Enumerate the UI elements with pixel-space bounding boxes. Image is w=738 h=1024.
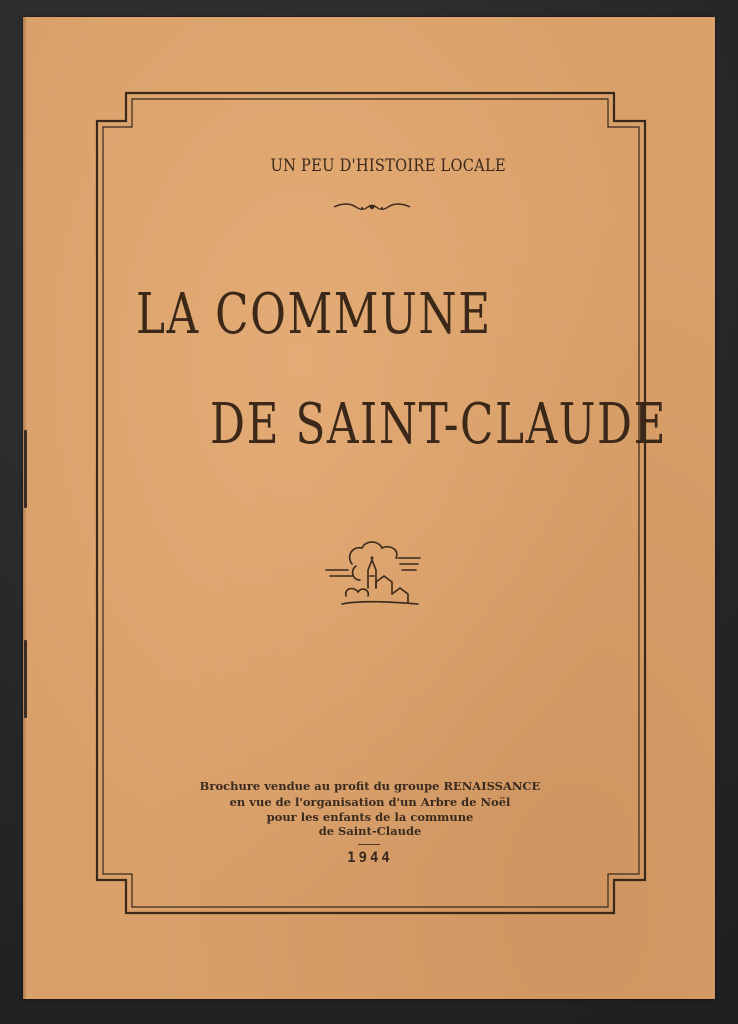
flourish-ornament-icon xyxy=(332,200,412,214)
cover-subtitle: UN PEU D'HISTOIRE LOCALE xyxy=(270,156,506,176)
church-landscape-vignette-icon xyxy=(322,536,424,610)
footer-line-2: en vue de l'organisation d'un Arbre de Noël xyxy=(229,795,511,809)
footer-line-4: de Saint-Claude xyxy=(318,824,422,838)
cover-title-line-2: DE SAINT-CLAUDE xyxy=(210,392,668,457)
cover-title-line-1: LA COMMUNE xyxy=(136,282,492,347)
publication-year: 1944 xyxy=(347,850,393,866)
footer-line-1: Brochure vendue au profit du groupe RENAISSANCE xyxy=(199,779,541,793)
footer-line-3: pour les enfants de la commune xyxy=(266,810,474,824)
year-divider xyxy=(358,844,380,845)
